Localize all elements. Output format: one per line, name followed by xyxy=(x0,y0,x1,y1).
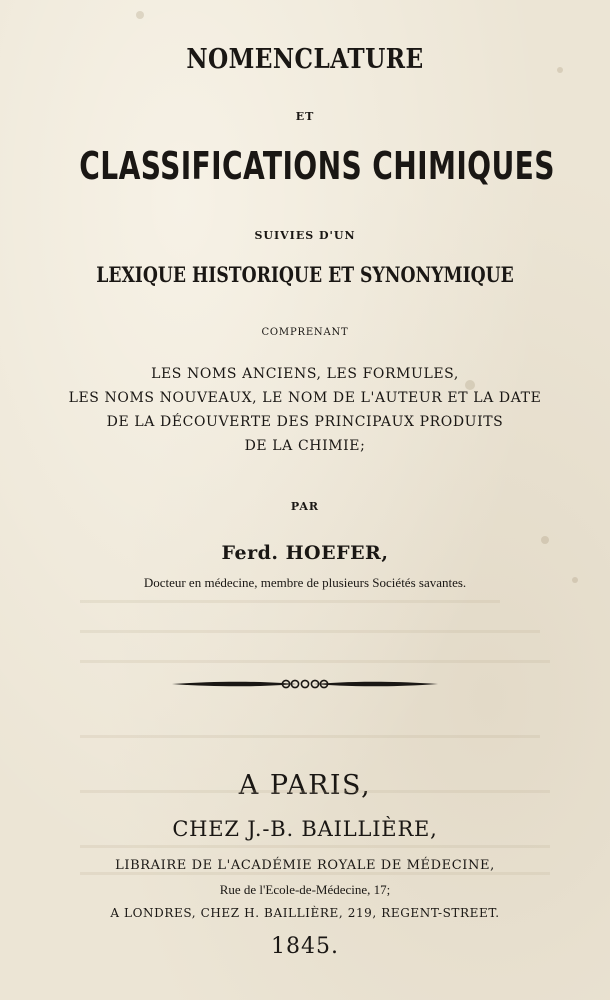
imprint-london: A LONDRES, CHEZ H. BAILLIÈRE, 219, REGENT-STREET. xyxy=(110,906,500,920)
contents-line-3: DE LA DÉCOUVERTE DES PRINCIPAUX PRODUITS xyxy=(106,414,504,430)
imprint-year: 1845. xyxy=(271,934,339,959)
decorative-rule-ornament xyxy=(170,674,440,694)
contents-line-2: LES NOMS NOUVEAUX, LE NOM DE L'AUTEUR ET LA DATE xyxy=(68,390,542,406)
author-par: PAR xyxy=(290,500,320,513)
author-name: Ferd. HOEFER, xyxy=(221,542,389,564)
imprint-publisher-title: LIBRAIRE DE L'ACADÉMIE ROYALE DE MÉDECINE, xyxy=(115,858,495,873)
imprint-city: A PARIS, xyxy=(238,770,372,801)
title-line-et: ET xyxy=(295,110,315,123)
title-line-suivies: SUIVIES D'UN xyxy=(254,229,356,242)
title-line-nomenclature: NOMENCLATURE xyxy=(186,44,424,75)
imprint-address: Rue de l'Ecole-de-Médecine, 17; xyxy=(219,882,391,897)
title-line-lexique: LEXIQUE HISTORIQUE ET SYNONYMIQUE xyxy=(96,262,514,287)
title-line-classifications: CLASSIFICATIONS CHIMIQUES xyxy=(79,144,555,188)
contents-intro: COMPRENANT xyxy=(261,327,349,338)
contents-line-1: LES NOMS ANCIENS, LES FORMULES, xyxy=(151,366,459,382)
contents-line-4: DE LA CHIMIE; xyxy=(244,438,366,454)
author-credentials: Docteur en médecine, membre de plusieurs Sociétés savantes. xyxy=(143,575,467,590)
imprint-publisher: CHEZ J.-B. BAILLIÈRE, xyxy=(172,817,438,841)
